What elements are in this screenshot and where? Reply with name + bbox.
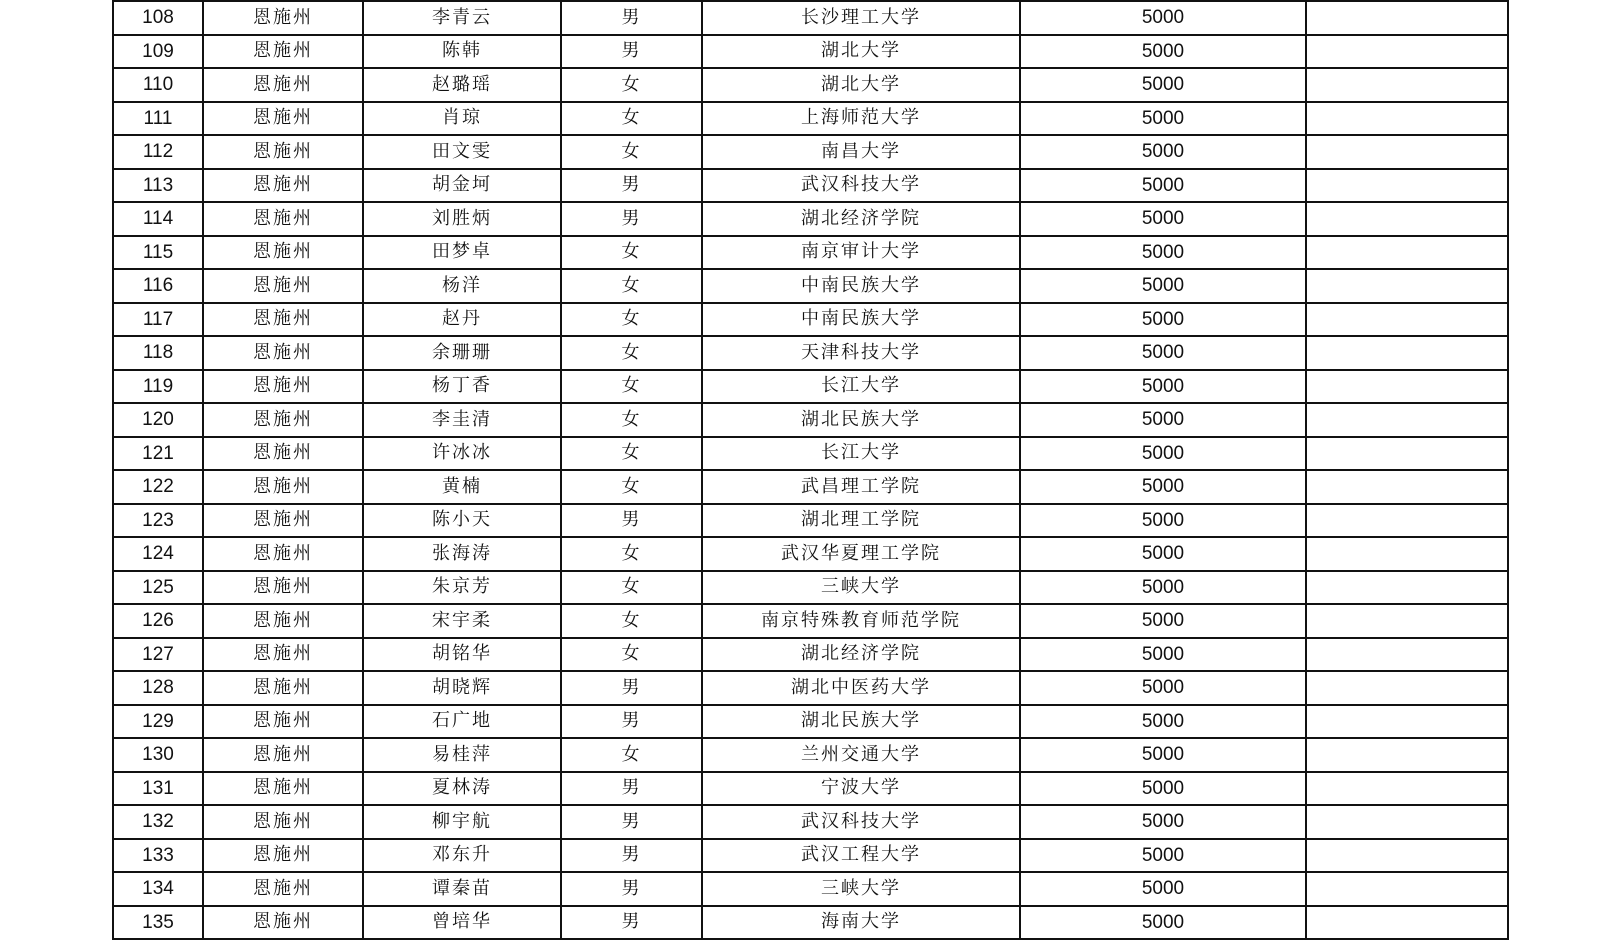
cell-amount: 5000 <box>1020 135 1306 169</box>
cell-gender: 男 <box>561 772 702 806</box>
table-row <box>113 906 1508 940</box>
table-row <box>113 102 1508 136</box>
cell-region: 恩施州 <box>203 504 363 538</box>
cell-name: 夏林涛 <box>363 772 561 806</box>
cell-amount: 5000 <box>1020 906 1306 940</box>
cell-name: 田文雯 <box>363 135 561 169</box>
table-row <box>113 169 1508 203</box>
cell-region: 恩施州 <box>203 1 363 35</box>
cell-number: 122 <box>113 470 203 504</box>
cell-remark <box>1306 906 1508 940</box>
cell-school: 湖北理工学院 <box>702 504 1020 538</box>
cell-remark <box>1306 269 1508 303</box>
cell-remark <box>1306 738 1508 772</box>
cell-amount: 5000 <box>1020 437 1306 471</box>
table-row <box>113 805 1508 839</box>
cell-amount: 5000 <box>1020 403 1306 437</box>
table-row <box>113 872 1508 906</box>
cell-amount: 5000 <box>1020 370 1306 404</box>
cell-gender: 男 <box>561 671 702 705</box>
cell-name: 张海涛 <box>363 537 561 571</box>
cell-name: 胡晓辉 <box>363 671 561 705</box>
cell-school: 湖北中医药大学 <box>702 671 1020 705</box>
table-row <box>113 470 1508 504</box>
cell-name: 邓东升 <box>363 839 561 873</box>
cell-region: 恩施州 <box>203 470 363 504</box>
cell-name: 陈小天 <box>363 504 561 538</box>
cell-number: 134 <box>113 872 203 906</box>
table-row <box>113 135 1508 169</box>
cell-remark <box>1306 504 1508 538</box>
cell-remark <box>1306 705 1508 739</box>
table-row <box>113 571 1508 605</box>
cell-remark <box>1306 68 1508 102</box>
cell-amount: 5000 <box>1020 604 1306 638</box>
cell-region: 恩施州 <box>203 906 363 940</box>
cell-number: 112 <box>113 135 203 169</box>
table-row <box>113 839 1508 873</box>
cell-school: 武昌理工学院 <box>702 470 1020 504</box>
cell-number: 129 <box>113 705 203 739</box>
cell-region: 恩施州 <box>203 336 363 370</box>
cell-amount: 5000 <box>1020 303 1306 337</box>
cell-number: 116 <box>113 269 203 303</box>
cell-name: 赵丹 <box>363 303 561 337</box>
cell-remark <box>1306 236 1508 270</box>
cell-region: 恩施州 <box>203 738 363 772</box>
cell-school: 天津科技大学 <box>702 336 1020 370</box>
cell-region: 恩施州 <box>203 403 363 437</box>
cell-amount: 5000 <box>1020 705 1306 739</box>
cell-name: 易桂萍 <box>363 738 561 772</box>
cell-number: 119 <box>113 370 203 404</box>
cell-gender: 男 <box>561 35 702 69</box>
cell-gender: 男 <box>561 705 702 739</box>
cell-name: 肖琼 <box>363 102 561 136</box>
cell-amount: 5000 <box>1020 102 1306 136</box>
cell-gender: 女 <box>561 738 702 772</box>
cell-gender: 女 <box>561 638 702 672</box>
cell-amount: 5000 <box>1020 638 1306 672</box>
cell-name: 赵璐瑶 <box>363 68 561 102</box>
cell-remark <box>1306 437 1508 471</box>
cell-amount: 5000 <box>1020 35 1306 69</box>
cell-gender: 男 <box>561 202 702 236</box>
cell-name: 胡铭华 <box>363 638 561 672</box>
cell-name: 柳宇航 <box>363 805 561 839</box>
table-row <box>113 638 1508 672</box>
cell-amount: 5000 <box>1020 537 1306 571</box>
cell-number: 132 <box>113 805 203 839</box>
cell-school: 长江大学 <box>702 370 1020 404</box>
table-row <box>113 336 1508 370</box>
cell-remark <box>1306 470 1508 504</box>
cell-number: 117 <box>113 303 203 337</box>
cell-name: 李青云 <box>363 1 561 35</box>
cell-amount: 5000 <box>1020 269 1306 303</box>
cell-gender: 男 <box>561 504 702 538</box>
cell-school: 中南民族大学 <box>702 269 1020 303</box>
cell-amount: 5000 <box>1020 169 1306 203</box>
cell-number: 121 <box>113 437 203 471</box>
cell-gender: 女 <box>561 403 702 437</box>
cell-gender: 女 <box>561 269 702 303</box>
cell-remark <box>1306 671 1508 705</box>
cell-school: 武汉工程大学 <box>702 839 1020 873</box>
cell-remark <box>1306 772 1508 806</box>
cell-amount: 5000 <box>1020 68 1306 102</box>
cell-gender: 女 <box>561 68 702 102</box>
table-row <box>113 202 1508 236</box>
cell-amount: 5000 <box>1020 805 1306 839</box>
cell-school: 南京审计大学 <box>702 236 1020 270</box>
cell-name: 谭秦苗 <box>363 872 561 906</box>
table-row <box>113 671 1508 705</box>
cell-amount: 5000 <box>1020 504 1306 538</box>
cell-amount: 5000 <box>1020 571 1306 605</box>
cell-region: 恩施州 <box>203 68 363 102</box>
cell-school: 上海师范大学 <box>702 102 1020 136</box>
cell-school: 海南大学 <box>702 906 1020 940</box>
cell-gender: 男 <box>561 872 702 906</box>
cell-number: 109 <box>113 35 203 69</box>
cell-school: 武汉科技大学 <box>702 169 1020 203</box>
cell-number: 118 <box>113 336 203 370</box>
table-row <box>113 35 1508 69</box>
cell-number: 126 <box>113 604 203 638</box>
cell-gender: 女 <box>561 571 702 605</box>
cell-number: 135 <box>113 906 203 940</box>
cell-gender: 女 <box>561 236 702 270</box>
cell-remark <box>1306 638 1508 672</box>
cell-remark <box>1306 604 1508 638</box>
cell-remark <box>1306 571 1508 605</box>
cell-number: 120 <box>113 403 203 437</box>
cell-amount: 5000 <box>1020 1 1306 35</box>
cell-number: 127 <box>113 638 203 672</box>
cell-gender: 男 <box>561 169 702 203</box>
cell-school: 宁波大学 <box>702 772 1020 806</box>
cell-gender: 女 <box>561 102 702 136</box>
cell-amount: 5000 <box>1020 839 1306 873</box>
table-row <box>113 738 1508 772</box>
cell-region: 恩施州 <box>203 805 363 839</box>
cell-school: 湖北民族大学 <box>702 705 1020 739</box>
cell-number: 130 <box>113 738 203 772</box>
cell-school: 湖北经济学院 <box>702 638 1020 672</box>
cell-region: 恩施州 <box>203 236 363 270</box>
cell-amount: 5000 <box>1020 336 1306 370</box>
cell-region: 恩施州 <box>203 671 363 705</box>
cell-school: 长江大学 <box>702 437 1020 471</box>
cell-number: 113 <box>113 169 203 203</box>
cell-region: 恩施州 <box>203 705 363 739</box>
cell-number: 124 <box>113 537 203 571</box>
table-row <box>113 303 1508 337</box>
cell-region: 恩施州 <box>203 772 363 806</box>
cell-region: 恩施州 <box>203 102 363 136</box>
cell-amount: 5000 <box>1020 872 1306 906</box>
cell-region: 恩施州 <box>203 437 363 471</box>
table-row <box>113 269 1508 303</box>
cell-number: 123 <box>113 504 203 538</box>
cell-name: 李圭清 <box>363 403 561 437</box>
cell-name: 刘胜炳 <box>363 202 561 236</box>
cell-school: 南昌大学 <box>702 135 1020 169</box>
table-row <box>113 437 1508 471</box>
cell-amount: 5000 <box>1020 236 1306 270</box>
cell-amount: 5000 <box>1020 671 1306 705</box>
cell-gender: 男 <box>561 906 702 940</box>
table-row <box>113 772 1508 806</box>
cell-remark <box>1306 403 1508 437</box>
cell-gender: 女 <box>561 604 702 638</box>
cell-name: 陈韩 <box>363 35 561 69</box>
cell-name: 田梦卓 <box>363 236 561 270</box>
student-aid-table <box>112 0 1509 940</box>
cell-remark <box>1306 839 1508 873</box>
table-row <box>113 604 1508 638</box>
table-row <box>113 1 1508 35</box>
cell-gender: 女 <box>561 470 702 504</box>
cell-name: 黄楠 <box>363 470 561 504</box>
cell-remark <box>1306 805 1508 839</box>
cell-name: 曾培华 <box>363 906 561 940</box>
cell-number: 108 <box>113 1 203 35</box>
cell-remark <box>1306 102 1508 136</box>
cell-region: 恩施州 <box>203 370 363 404</box>
cell-gender: 男 <box>561 839 702 873</box>
cell-school: 兰州交通大学 <box>702 738 1020 772</box>
cell-gender: 男 <box>561 805 702 839</box>
cell-gender: 女 <box>561 370 702 404</box>
cell-name: 胡金坷 <box>363 169 561 203</box>
table-row <box>113 537 1508 571</box>
cell-remark <box>1306 370 1508 404</box>
cell-name: 宋宇柔 <box>363 604 561 638</box>
cell-school: 武汉科技大学 <box>702 805 1020 839</box>
cell-school: 湖北大学 <box>702 35 1020 69</box>
cell-region: 恩施州 <box>203 303 363 337</box>
cell-name: 许冰冰 <box>363 437 561 471</box>
table-row <box>113 504 1508 538</box>
table-row <box>113 705 1508 739</box>
cell-name: 杨洋 <box>363 269 561 303</box>
cell-remark <box>1306 872 1508 906</box>
cell-gender: 女 <box>561 303 702 337</box>
cell-number: 114 <box>113 202 203 236</box>
cell-number: 115 <box>113 236 203 270</box>
cell-region: 恩施州 <box>203 135 363 169</box>
cell-school: 湖北民族大学 <box>702 403 1020 437</box>
cell-number: 128 <box>113 671 203 705</box>
cell-school: 南京特殊教育师范学院 <box>702 604 1020 638</box>
cell-gender: 女 <box>561 437 702 471</box>
cell-region: 恩施州 <box>203 202 363 236</box>
cell-region: 恩施州 <box>203 169 363 203</box>
cell-amount: 5000 <box>1020 772 1306 806</box>
cell-remark <box>1306 336 1508 370</box>
cell-school: 三峡大学 <box>702 571 1020 605</box>
cell-school: 湖北大学 <box>702 68 1020 102</box>
table-row <box>113 68 1508 102</box>
cell-number: 133 <box>113 839 203 873</box>
cell-number: 111 <box>113 102 203 136</box>
cell-region: 恩施州 <box>203 269 363 303</box>
cell-remark <box>1306 303 1508 337</box>
table-row <box>113 403 1508 437</box>
cell-gender: 女 <box>561 537 702 571</box>
table-row <box>113 370 1508 404</box>
table-body <box>113 1 1508 939</box>
cell-region: 恩施州 <box>203 839 363 873</box>
cell-number: 110 <box>113 68 203 102</box>
cell-school: 武汉华夏理工学院 <box>702 537 1020 571</box>
cell-school: 湖北经济学院 <box>702 202 1020 236</box>
cell-region: 恩施州 <box>203 872 363 906</box>
cell-remark <box>1306 169 1508 203</box>
cell-name: 石广地 <box>363 705 561 739</box>
cell-name: 余珊珊 <box>363 336 561 370</box>
cell-remark <box>1306 1 1508 35</box>
cell-amount: 5000 <box>1020 738 1306 772</box>
cell-remark <box>1306 537 1508 571</box>
cell-gender: 男 <box>561 1 702 35</box>
cell-number: 131 <box>113 772 203 806</box>
cell-school: 长沙理工大学 <box>702 1 1020 35</box>
cell-gender: 女 <box>561 135 702 169</box>
cell-number: 125 <box>113 571 203 605</box>
cell-gender: 女 <box>561 336 702 370</box>
cell-name: 杨丁香 <box>363 370 561 404</box>
cell-name: 朱京芳 <box>363 571 561 605</box>
cell-amount: 5000 <box>1020 470 1306 504</box>
cell-region: 恩施州 <box>203 537 363 571</box>
cell-region: 恩施州 <box>203 35 363 69</box>
cell-remark <box>1306 135 1508 169</box>
table-row <box>113 236 1508 270</box>
cell-region: 恩施州 <box>203 638 363 672</box>
cell-school: 中南民族大学 <box>702 303 1020 337</box>
cell-remark <box>1306 202 1508 236</box>
cell-school: 三峡大学 <box>702 872 1020 906</box>
cell-region: 恩施州 <box>203 604 363 638</box>
cell-region: 恩施州 <box>203 571 363 605</box>
cell-remark <box>1306 35 1508 69</box>
cell-amount: 5000 <box>1020 202 1306 236</box>
